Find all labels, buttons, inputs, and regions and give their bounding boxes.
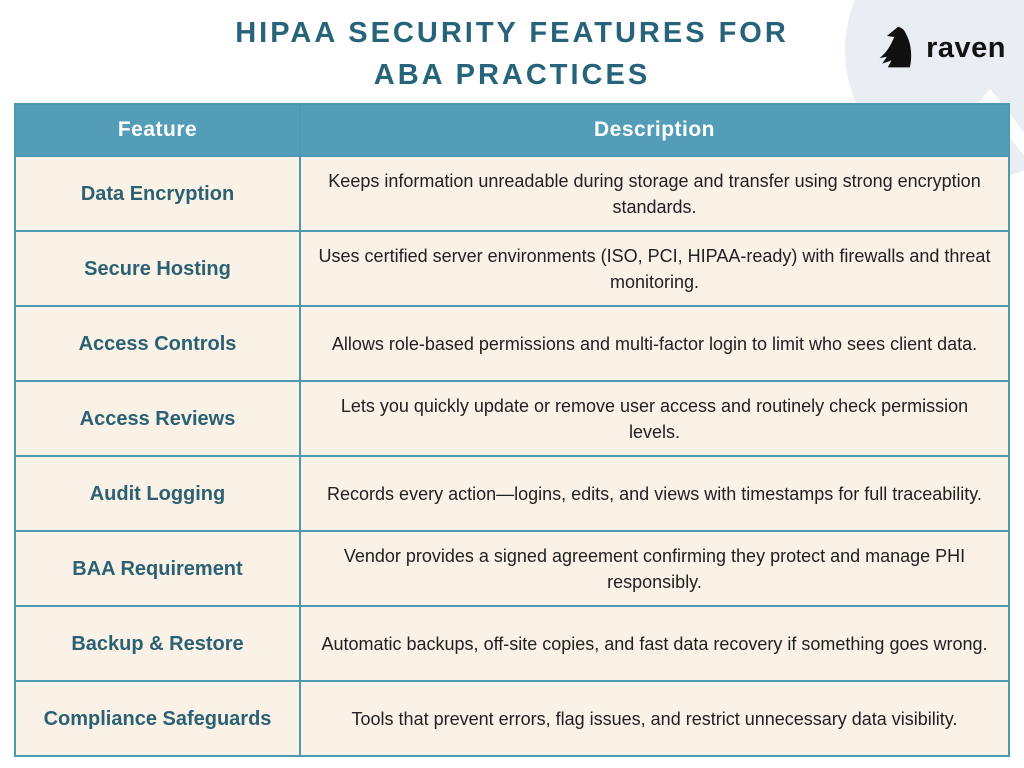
raven-bird-icon xyxy=(874,24,920,72)
feature-description: Uses certified server environments (ISO, PCI, HIPAA-ready) with firewalls and threat monitoring. xyxy=(300,231,1009,306)
page-title xyxy=(0,12,1024,96)
feature-name: Backup & Restore xyxy=(15,606,300,681)
feature-name: Secure Hosting xyxy=(15,231,300,306)
feature-name: Data Encryption xyxy=(15,156,300,231)
feature-name: Compliance Safeguards xyxy=(15,681,300,756)
table-row xyxy=(15,306,1009,381)
feature-description: Automatic backups, off-site copies, and fast data recovery if something goes wrong. xyxy=(300,606,1009,681)
features-table xyxy=(14,103,1010,757)
page-title-line1: HIPAA SECURITY FEATURES FOR xyxy=(235,17,789,49)
feature-description: Keeps information unreadable during storage and transfer using strong encryption standards. xyxy=(300,156,1009,231)
feature-description: Records every action—logins, edits, and views with timestamps for full traceability. xyxy=(300,456,1009,531)
feature-name: BAA Requirement xyxy=(15,531,300,606)
table-row xyxy=(15,231,1009,306)
feature-description: Lets you quickly update or remove user access and routinely check permission levels. xyxy=(300,381,1009,456)
feature-name: Audit Logging xyxy=(15,456,300,531)
header-feature: Feature xyxy=(15,104,300,156)
feature-name: Access Reviews xyxy=(15,381,300,456)
feature-name: Access Controls xyxy=(15,306,300,381)
brand-logo xyxy=(874,24,1006,72)
table-row xyxy=(15,681,1009,756)
feature-description: Vendor provides a signed agreement confirming they protect and manage PHI responsibly. xyxy=(300,531,1009,606)
header-description: Description xyxy=(300,104,1009,156)
feature-description: Allows role-based permissions and multi-factor login to limit who sees client data. xyxy=(300,306,1009,381)
table-row xyxy=(15,606,1009,681)
table-row xyxy=(15,456,1009,531)
table-body xyxy=(15,156,1009,756)
table-row xyxy=(15,156,1009,231)
header-row xyxy=(15,104,1009,156)
table-header xyxy=(15,104,1009,156)
brand-name: raven xyxy=(926,31,1006,64)
table-row xyxy=(15,531,1009,606)
table-row xyxy=(15,381,1009,456)
page-title-line2: ABA PRACTICES xyxy=(373,59,651,91)
feature-description: Tools that prevent errors, flag issues, and restrict unnecessary data visibility. xyxy=(300,681,1009,756)
